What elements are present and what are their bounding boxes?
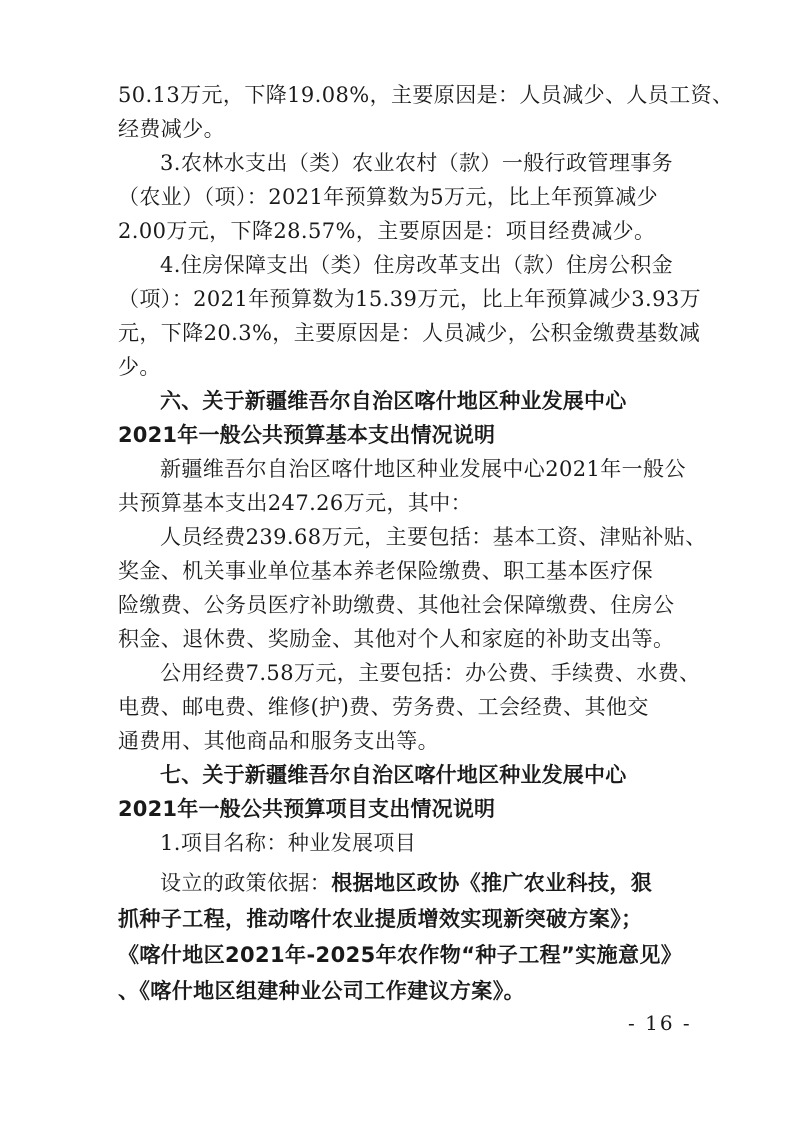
policy-text-line: 《喀什地区2021年-2025年农作物“种子工程”实施意见》 [118, 943, 683, 967]
body-text-line: 50.13万元，下降19.08%，主要原因是：人员减少、人员工资、 [118, 83, 734, 107]
body-text-line: 经费减少。 [118, 117, 225, 141]
policy-text-line: 、《喀什地区组建种业公司工作建议方案》。 [118, 979, 525, 1003]
body-text-line: 1.项目名称：种业发展项目 [160, 831, 417, 855]
body-text-line: 4.住房保障支出（类）住房改革支出（款）住房公积金 [160, 253, 674, 277]
policy-basis-text: 根据地区政协《推广农业科技，狠 [331, 871, 653, 895]
body-text-line: 新疆维吾尔自治区喀什地区种业发展中心2021年一般公 [160, 457, 686, 481]
body-text-line: 电费、邮电费、维修(护)费、劳务费、工会经费、其他交 [118, 695, 649, 719]
body-text-line: 公用经费7.58万元，主要包括：办公费、手续费、水费、 [160, 661, 701, 685]
body-text-line: 通费用、其他商品和服务支出等。 [118, 729, 439, 753]
body-text-line: 人员经费239.68万元，主要包括：基本工资、津贴补贴、 [160, 525, 707, 549]
policy-basis-label: 设立的政策依据： [160, 871, 332, 895]
body-text-line: 3.农林水支出（类）农业农村（款）一般行政管理事务 [160, 151, 674, 175]
body-text-line: （项）：2021年预算数为15.39万元，比上年预算减少3.93万 [118, 287, 702, 311]
section-heading: 2021年一般公共预算基本支出情况说明 [118, 423, 496, 447]
body-text-line: 积金、退休费、奖励金、其他对个人和家庭的补助支出等。 [118, 627, 675, 651]
body-text-line: 奖金、机关事业单位基本养老保险缴费、职工基本医疗保 [118, 559, 653, 583]
section-heading: 七、关于新疆维吾尔自治区喀什地区种业发展中心 [160, 763, 627, 787]
body-text-line: 少。 [118, 355, 161, 379]
body-text-line: 险缴费、公务员医疗补助缴费、其他社会保障缴费、住房公 [118, 593, 675, 617]
body-text-line: 2.00万元，下降28.57%，主要原因是：项目经费减少。 [118, 219, 656, 243]
page-number: - 16 - [628, 1011, 692, 1035]
section-heading: 2021年一般公共预算项目支出情况说明 [118, 797, 496, 821]
body-text-line: 共预算基本支出247.26万元，其中： [118, 491, 473, 515]
policy-text-line: 抓种子工程，推动喀什农业提质增效实现新突破方案》； [118, 907, 643, 931]
section-heading: 六、关于新疆维吾尔自治区喀什地区种业发展中心 [160, 389, 627, 413]
body-text-line [160, 869, 652, 897]
body-text-line: （农业）（项）：2021年预算数为5万元，比上年预算减少 [118, 185, 659, 209]
body-text-line: 元，下降20.3%，主要原因是：人员减少，公积金缴费基数减 [118, 321, 701, 345]
